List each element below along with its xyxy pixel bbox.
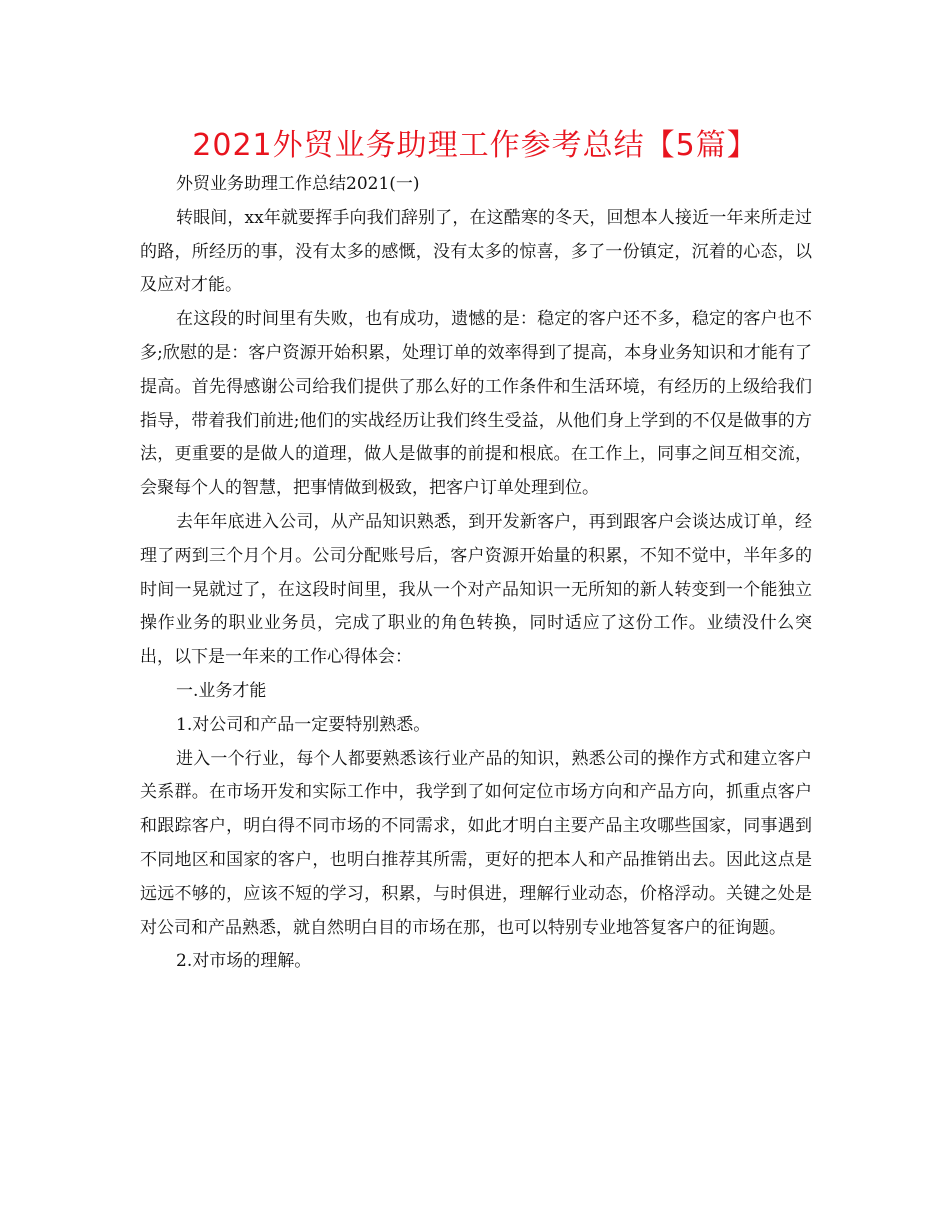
paragraph: 转眼间，xx年就要挥手向我们辞别了，在这酷寒的冬天，回想本人接近一年来所走过的路，所经历的事，没有太多的感慨，没有太多的惊喜，多了一份镇定，沉着的心态，以及应对才能。 <box>140 207 812 296</box>
numbered-point: 2.对市场的理解。 <box>176 951 312 972</box>
document-title: 2021外贸业务助理工作参考总结【5篇】 <box>192 128 758 163</box>
paragraph: 进入一个行业，每个人都要熟悉该行业产品的知识，熟悉公司的操作方式和建立客户关系群。在市场开发和实际工作中，我学到了如何定位市场方向和产品方向，抓重点客户和跟踪客户，明白得不同市场的不同需求，如此才明白主要产品主攻哪些国家，同事遇到不同地区和国家的客户，也明白推荐其所需，更好的把本人和产品推销出去。因此这点是远远不够的，应该不短的学习，积累，与时俱进，理解行业动态，价格浮动。关键之处是对公司和产品熟悉，就自然明白目的市场在那，也可以特别专业地答复客户的征询题。 <box>140 748 812 938</box>
paragraph: 去年年底进入公司，从产品知识熟悉，到开发新客户，再到跟客户会谈达成订单，经理了两到三个月个月。公司分配账号后，客户资源开始量的积累，不知不觉中，半年多的时间一晃就过了，在这段时间里，我从一个对产品知识一无所知的新人转变到一个能独立操作业务的职业业务员，完成了职业的角色转换，同时适应了这份工作。业绩没什么突出，以下是一年来的工作心得体会： <box>140 511 812 668</box>
document-body <box>140 168 812 979</box>
section-heading: 外贸业务助理工作总结2021(一) <box>176 174 420 194</box>
subheading: 一.业务才能 <box>176 680 267 701</box>
numbered-point: 1.对公司和产品一定要特别熟悉。 <box>176 714 431 735</box>
paragraph: 在这段的时间里有失败，也有成功，遗憾的是：稳定的客户还不多，稳定的客户也不多;欣慰的是：客户资源开始积累，处理订单的效率得到了提高，本身业务知识和才能有了提高。首先得感谢公司给我们提供了那么好的工作条件和生活环境，有经历的上级给我们指导，带着我们前进;他们的实战经历让我们终生受益，从他们身上学到的不仅是做事的方法，更重要的是做人的道理，做人是做事的前提和根底。在工作上，同事之间互相交流，会聚每个人的智慧，把事情做到极致，把客户订单处理到位。 <box>140 309 812 499</box>
